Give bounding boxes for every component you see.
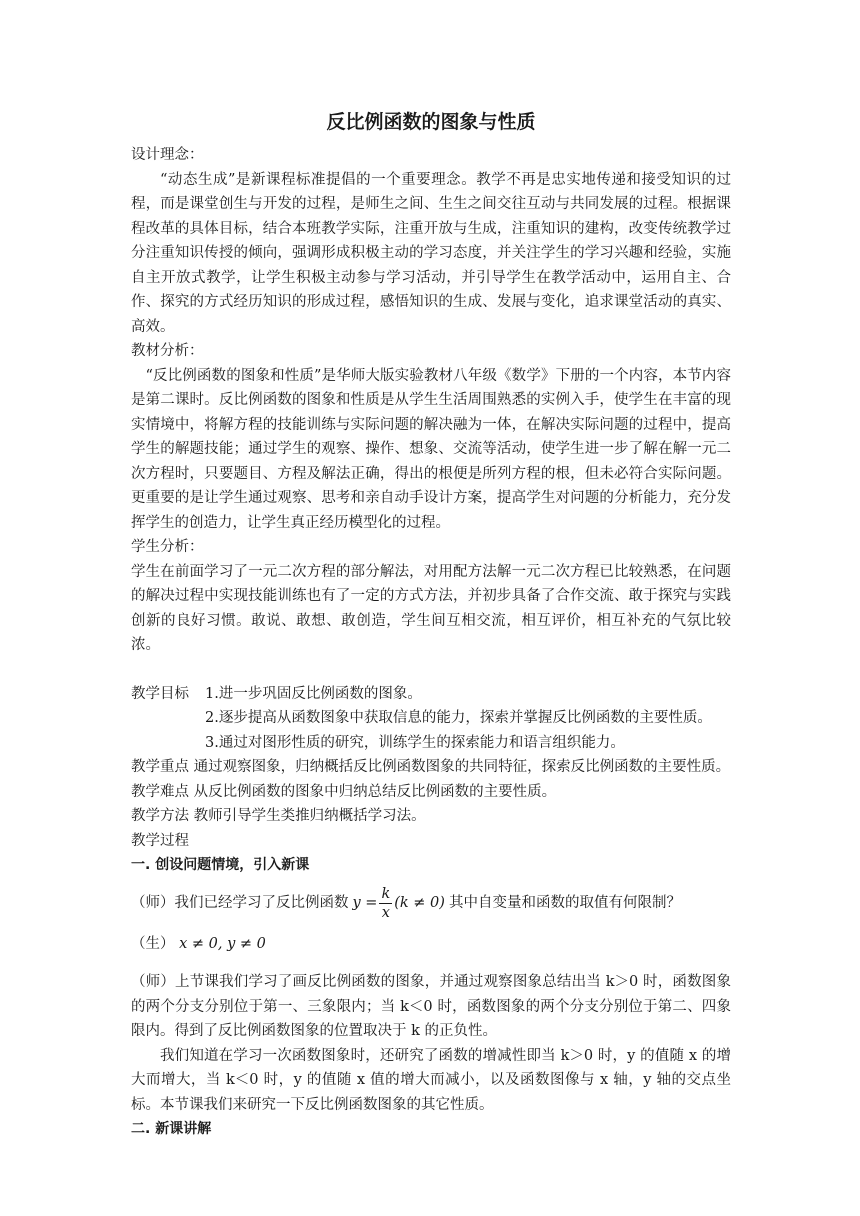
design-label: 设计理念： xyxy=(131,147,204,163)
process-label: 教学过程 xyxy=(131,832,189,849)
formula-numerator: k xyxy=(381,886,391,902)
difficulty-paragraph: 教学难点 从反比例函数的图象中归纳总结反比例函数的主要性质。 xyxy=(131,783,557,800)
method-paragraph: 教学方法 教师引导学生类推归纳概括学习法。 xyxy=(131,808,426,824)
formula-fraction xyxy=(379,885,392,922)
student-answer-prefix: （生） xyxy=(131,935,175,952)
key-point-paragraph: 教学重点 通过观察图象，归纳概括反比例函数图象的共同特征，探索反比例函数的主要性质。 xyxy=(131,759,731,775)
teacher-question-line xyxy=(131,882,731,926)
document-page xyxy=(131,108,731,1142)
student-answer-line xyxy=(131,932,731,957)
teacher-question-prefix: （师）我们已经学习了反比例函数 xyxy=(131,895,349,912)
teacher-review-paragraph: （师）上节课我们学习了画反比例函数的图象，并通过观察图象总结出当 k＞0 时，函数图象的两个分支分别位于第一、三象限内；当 k＜0 时，函数图象的两个分支分别位于第二、四象限内。得到了反比例函数图象的位置取决于 k 的正负性。 xyxy=(131,974,731,1039)
spacer xyxy=(131,658,731,682)
document-title: 反比例函数的图象与性质 xyxy=(326,111,536,133)
goals-label: 教学目标 xyxy=(131,685,189,702)
section1-heading: 一. 创设问题情境，引入新课 xyxy=(131,857,310,873)
formula-lhs: y = xyxy=(352,895,378,912)
student-label: 学生分析： xyxy=(131,539,204,555)
goals-row xyxy=(131,682,731,707)
intro-paragraph: 我们知道在学习一次函数图象时，还研究了函数的增减性即当 k＞0 时，y 的值随 x 的增大而增大，当 k＜0 时，y 的值随 x 值的增大而减小，以及函数图像与 x 轴，y 轴的交点坐标。本节课我们来研究一下反比例函数图象的其它性质。 xyxy=(131,1047,731,1113)
design-paragraph: “动态生成”是新课程标准提倡的一个重要理念。教学不再是忠实地传递和接受知识的过程，而是课堂创生与开发的过程，是师生之间、生生之间交往互动与共同发展的过程。根据课程改革的具体目标，结合本班教学实际，注重开放与生成，注重知识的建构，改变传统教学过分注重知识传授的倾向，强调形成积极主动的学习态度，并关注学生的学习兴趣和经验，实施自主开放式教学，让学生积极主动参与学习活动，并引导学生在教学活动中，运用自主、合作、探究的方式经历知识的形成过程，感悟知识的生成、发展与变化，追求课堂活动的真实、高效。 xyxy=(131,171,731,335)
goal-item: 1.进一步巩固反比例函数的图象。 xyxy=(205,685,422,702)
student-answer-math: x ≠ 0, y ≠ 0 xyxy=(179,935,266,952)
material-paragraph: “反比例函数的图象和性质”是华师大版实验教材八年级《数学》下册的一个内容，本节内容是第二课时。反比例函数的图象和性质是从学生生活周围熟悉的实例入手，使学生在丰富的现实情境中，将解方程的技能训练与实际问题的解决融为一体，在解决实际问题的过程中，提高学生的解题技能；通过学生的观察、操作、想象、交流等活动，使学生进一步了解在解一元二次方程时，只要题目、方程及解法正确，得出的根便是所列方程的根，但未必符合实际问题。更重要的是让学生通过观察、思考和亲自动手设计方案，提高学生对问题的分析能力，充分发挥学生的创造力，让学生真正经历模型化的过程。 xyxy=(131,367,731,531)
goal-item: 3.通过对图形性质的研究，训练学生的探索能力和语言组织能力。 xyxy=(205,734,625,751)
material-label: 教材分析： xyxy=(131,343,204,359)
goal-item: 2.逐步提高从函数图象中获取信息的能力，探索并掌握反比例函数的主要性质。 xyxy=(205,710,712,726)
formula-denominator: x xyxy=(381,905,390,921)
formula-condition: (k ≠ 0) xyxy=(394,895,445,912)
teacher-question-suffix: 其中自变量和函数的取值有何限制？ xyxy=(448,895,681,912)
student-paragraph: 学生在前面学习了一元二次方程的部分解法，对用配方法解一元二次方程已比较熟悉，在问题的解决过程中实现技能训练也有了一定的方式方法，并初步具备了合作交流、敢于探究与实践创新的良好习惯。敢说、敢想、敢创造，学生间互相交流，相互评价，相互补充的气氛比较浓。 xyxy=(131,563,731,653)
section2-heading: 二. 新课讲解 xyxy=(131,1121,212,1137)
